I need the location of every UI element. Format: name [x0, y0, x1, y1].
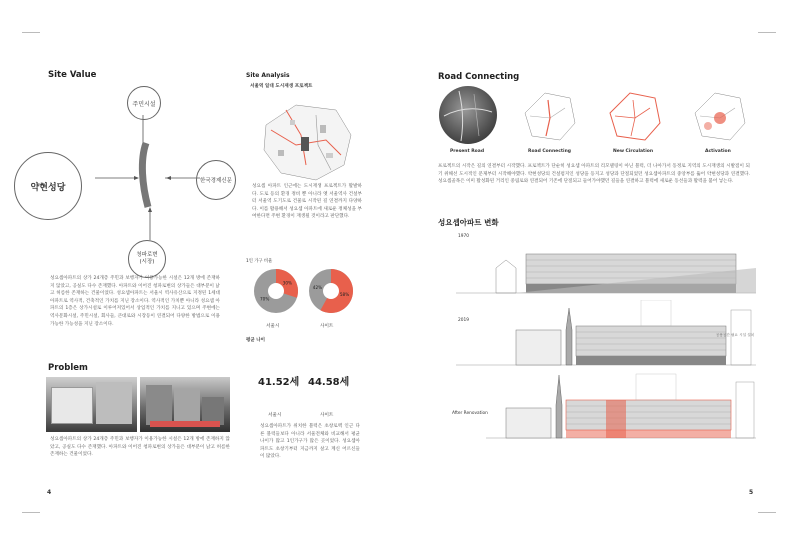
age-paragraph: 성요셉아파트가 위치한 블럭은 초창로맥 인근 다른 블럭들보다 아니라 서울전체와 비교해서 평균 나이가 많고 1인가구가 많은 곳이었다. 성요셉아파트도 초창기부터 지금까지 살고 계신 어르신들이 많았다.: [260, 424, 360, 460]
site-value-title: Site Value: [48, 70, 97, 80]
site-analysis-title: Site Analysis: [246, 72, 290, 79]
node-market: 청파로변 (시장): [128, 240, 166, 278]
pie-title: 1인 가구 비율: [246, 259, 273, 264]
problem-title: Problem: [48, 363, 88, 373]
problem-photo-shops: [140, 377, 230, 432]
problem-paragraph: 성요셉아파트의 상가 24개층 주민과 보행자가 이용가능한 시설은 12개 방에 존재하지 않았고, 공실도 다수 존재했다. 아파트와 이어진 청파로변의 상가들은 대부분이 낡고 허름한 존재하는 건물이었다.: [50, 437, 230, 458]
age-value-seoul: 41.52세: [258, 377, 300, 388]
site-analysis-subtitle: 서울역 일대 도시재생 프로젝트: [250, 84, 313, 89]
site-road-shape: [142, 143, 148, 207]
elevation-2019: [456, 300, 756, 370]
site-analysis-map: [256, 95, 356, 185]
change-title: 성요셉아파트 변화: [438, 218, 499, 227]
year-after: After Renovation: [452, 411, 488, 416]
present-road-photo: [439, 86, 497, 144]
node-main-church: 약현성당: [14, 152, 82, 220]
road-title: Road Connecting: [438, 72, 520, 82]
crop-mark: [758, 512, 776, 513]
change-note: 공용공간 필요 시설 설치: [716, 333, 755, 337]
pie-hole: [323, 283, 339, 299]
road-paragraph: 프로젝트의 시작은 길의 연결부터 시작했다. 프로젝트가 단순히 성요셉 아파트의 리모델링이 아닌 블럭, 더 나아가서 동정로 지역의 도시재생의 시발점이 되기 위해선 도시적인 문제부터 시작해야했다. 약현성당의 건설펌지인 성당을 등지고 성당과 단절되었던 성요셉아파트의 중앙부를 뚫어 약현성당과 연결했다. 성요셉골목은 이미 활성화된 거리인 중림로와 연결되어 기존에 단절되고 들어가야했던 길들을 연결하고 블럭에 새로운 동선들과 활력을 불어 넣는다.: [438, 164, 750, 185]
caption-activation: Activation: [705, 149, 731, 154]
page-number-right: 5: [749, 489, 754, 496]
right-page: [400, 0, 800, 542]
new-circulation-diagram: [605, 88, 665, 144]
crop-mark: [22, 32, 40, 33]
age-label-seoul: 서울시: [268, 413, 282, 418]
pie-label-a: 30%: [282, 280, 292, 286]
avg-age-title: 평균 나이: [246, 338, 265, 343]
caption-new-circulation: New Circulation: [613, 149, 654, 154]
problem-photo-street: [46, 377, 137, 432]
node-newspaper: 한국경제신문: [196, 160, 236, 200]
pie-label-seoul: 서울시: [266, 324, 280, 329]
year-1970: 1970: [458, 234, 469, 239]
crop-mark: [758, 32, 776, 33]
pie-label-b: 70%: [260, 296, 270, 302]
site-analysis-paragraph: 성요셉 아파트 인근에는 도시재생 프로젝트가 활발하다. 도로 등의 환경 정비 뿐 아니라 옛 서울역사 건설부터 서울역 도기도로 건물로 시작된 길 연결까지 다양하다. 이를 활용해서 성요셉 아파트에 새로운 정체성을 부여한다면 주변 환경이 재생될 것이라고 판단했다.: [252, 184, 362, 220]
crop-mark: [22, 512, 40, 513]
elevation-1970: [456, 238, 756, 298]
year-2019: 2019: [458, 318, 469, 323]
age-label-site: 사이트: [320, 413, 334, 418]
road-connecting-diagram: [520, 88, 580, 144]
elevation-after-renovation: [486, 370, 756, 445]
caption-road-connecting: Road Connecting: [528, 149, 572, 154]
pie-label-a: 58%: [339, 291, 350, 297]
caption-present-road: Present Road: [450, 149, 485, 154]
pie-hole: [268, 283, 284, 299]
node-residents: 주민시설: [127, 86, 161, 120]
site-value-paragraph: 성요셉아파트의 상가 24개층 주민과 보행자가 이용가능한 시설은 12개 방에 존재하지 않았고, 공실도 다수 존재했다. 아파트와 이어진 청파로변의 상가들은 대부분이 낡고 허름한 존재하는 건물이었다. 성요셉아파트는 서울시 역사유산으로 지정된 1세대 아파트로 역사적, 건축적인 가치를 지닌 장소이다. 역사적인 가치뿐 아니라 성요셉 아파트의 1층은 상가시설로 이루어져있어서 상업적인 가치를 지니고 있으며 주변에는 역사문화시설, 주민시설, 회사들, 큰대로와 시장등이 연결되어 다양한 방법으로 이용가능한 가능성을 지닌 장소이다.: [50, 276, 220, 327]
pie-charts: [246, 266, 376, 316]
activation-diagram: [690, 88, 750, 144]
pie-label-site: 사이트: [320, 324, 334, 329]
page-number-left: 4: [47, 489, 52, 496]
age-value-site: 44.58세: [308, 377, 350, 388]
pie-label-b: 42%: [312, 285, 323, 291]
